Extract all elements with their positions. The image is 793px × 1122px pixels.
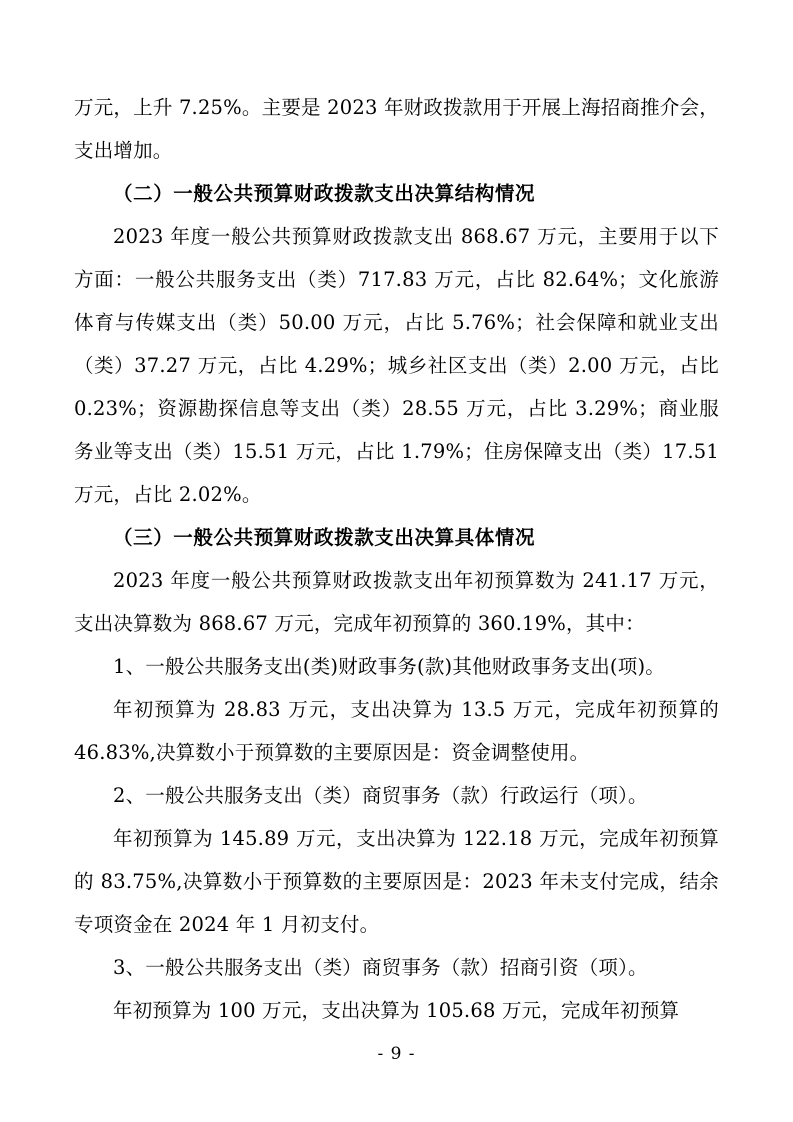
paragraph-expenditure-details: 2023 年度一般公共预算财政拨款支出年初预算数为 241.17 万元，支出决算数为 868.67 万元，完成年初预算的 360.19%，其中：: [74, 569, 719, 635]
paragraph-item-3-detail: 年初预算为 100 万元，支出决算为 105.68 万元，完成年初预算: [113, 999, 680, 1022]
paragraph-item-1-title: 1、一般公共服务支出(类)财政事务(款)其他财政事务支出(项)。: [113, 655, 665, 678]
section-heading-2: （二）一般公共预算财政拨款支出决算结构情况: [113, 182, 536, 205]
section-heading-3: （三）一般公共预算财政拨款支出决算具体情况: [113, 526, 536, 549]
paragraph-item-1-detail: 年初预算为 28.83 万元，支出决算为 13.5 万元，完成年初预算的 46.83%,决算数小于预算数的主要原因是：资金调整使用。: [74, 698, 719, 764]
paragraph-expenditure-structure: 2023 年度一般公共预算财政拨款支出 868.67 万元，主要用于以下方面：一般公共服务支出（类）717.83 万元，占比 82.64%；文化旅游体育与传媒支出（类）50.00 万元，占比 5.76%；社会保障和就业支出（类）37.27 万元，占比 4.29%；城乡社区支出（类）2.00 万元，占比 0.23%；资源勘探信息等支出（类）28.55 万元，占比 3.29%；商业服务业等支出（类）15.51 万元，占比 1.79%；住房保障支出（类）17.51 万元，占比 2.02%。: [74, 225, 719, 506]
paragraph-continued: 万元，上升 7.25%。主要是 2023 年财政拨款用于开展上海招商推介会，支出增加。: [74, 96, 719, 162]
paragraph-item-2-detail: 年初预算为 145.89 万元，支出决算为 122.18 万元，完成年初预算的 83.75%,决算数小于预算数的主要原因是：2023 年未支付完成，结余专项资金在 2024 年 1 月初支付。: [74, 827, 719, 936]
document-body: [74, 86, 719, 1032]
paragraph-item-2-title: 2、一般公共服务支出（类）商贸事务（款）行政运行（项）。: [113, 784, 648, 807]
paragraph-item-3-title: 3、一般公共服务支出（类）商贸事务（款）招商引资（项）。: [113, 956, 648, 979]
page-number: - 9 -: [377, 1044, 416, 1064]
